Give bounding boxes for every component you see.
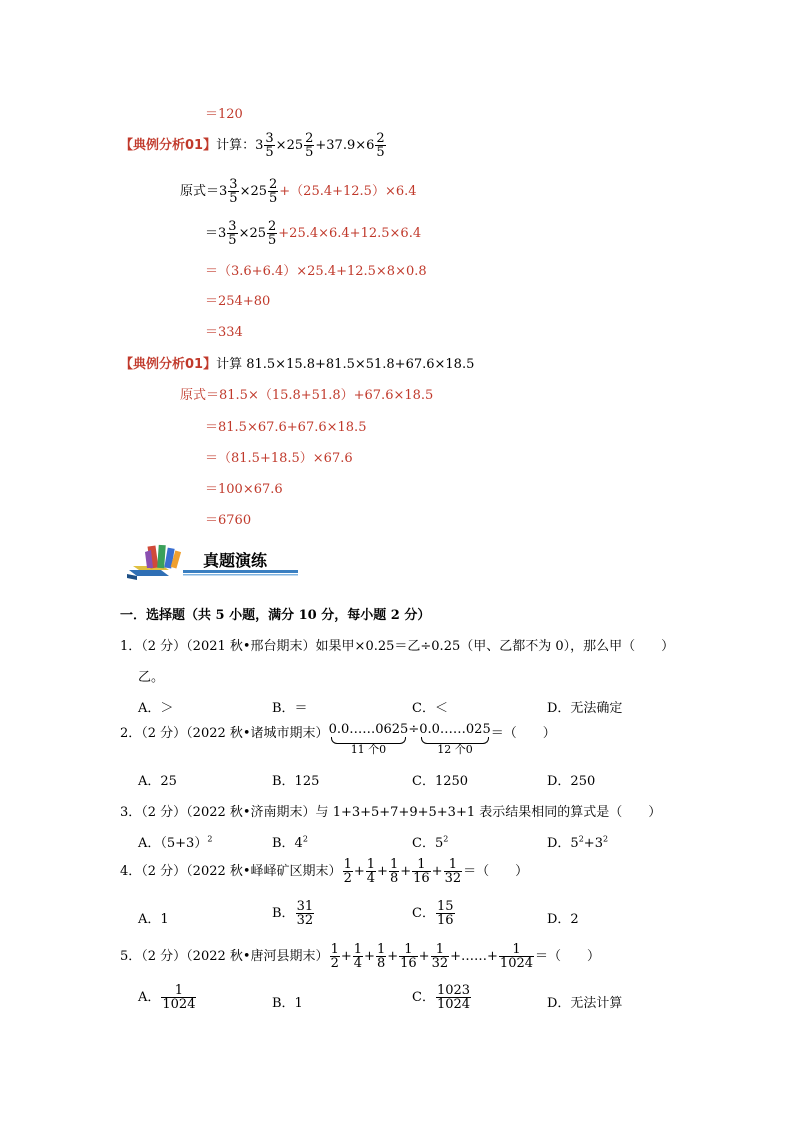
question-5-stem: 5．（2 分）（2022 秋•唐河县期末） $\frac{1}{2}$ + $\frac{1}{4}$ + $\frac{1}{8}$ + $\frac{1}{16}$ + $\frac{1}{32}$ +……+ $\frac{1}{1024}$ ＝（ ） <box>120 942 601 971</box>
example-2-step-1: 原式＝81.5×（15.8+51.8）+67.6×18.5 <box>180 388 434 403</box>
question-2-option-a[interactable]: A．25 <box>138 774 177 789</box>
exponent: 2 <box>207 834 213 844</box>
question-1-stem-cont: 乙。 <box>138 670 165 685</box>
underbrace: 0.0……025 12 个0 <box>419 722 491 756</box>
question-4-option-c[interactable]: C． $\frac{15}{16}$ <box>412 899 454 928</box>
section-banner-title: 真题演练 <box>203 551 268 570</box>
question-2-option-b[interactable]: B．125 <box>272 774 320 789</box>
example-2-step-4: ＝100×67.6 <box>205 482 283 497</box>
expr-part: ×25 <box>275 138 304 153</box>
prev-result: ＝120 <box>205 107 243 122</box>
expr-part: +37.9×6 <box>315 138 375 153</box>
fraction: $\frac{2}{5}$ <box>268 219 277 248</box>
fraction: $\frac{1}{4}$ <box>366 857 376 886</box>
exponent: 2 <box>443 834 449 844</box>
question-1-stem: 1．（2 分）（2021 秋•邢台期末）如果甲×0.25＝乙÷0.25（甲、乙都不为 0），那么甲（ ） <box>120 639 675 654</box>
example-1-question <box>120 132 387 159</box>
divide-sign: ÷ <box>408 722 420 737</box>
example-2-step-3: ＝（81.5+18.5）×67.6 <box>205 451 353 466</box>
exponent: 2 <box>602 834 609 844</box>
fraction: $\frac{1}{1024}$ <box>499 942 534 971</box>
example-1-step-1 <box>180 178 417 205</box>
question-3-option-d[interactable]: D．$5^2+3^2$ <box>547 834 609 851</box>
expr-part: ×25 <box>239 184 267 199</box>
fraction: $\frac{1}{8}$ <box>376 942 386 971</box>
question-5-option-a[interactable]: A． $\frac{1}{1024}$ <box>138 983 196 1012</box>
question-2-option-d[interactable]: D．250 <box>547 774 596 789</box>
fraction: $\frac{1}{4}$ <box>353 942 363 971</box>
fraction: $\frac{1}{16}$ <box>413 857 430 886</box>
example-1-step-2 <box>205 220 421 247</box>
question-4-option-a[interactable]: A．1 <box>138 912 169 927</box>
question-3-option-b[interactable]: B．$4^2$ <box>272 834 308 851</box>
step-lead: 原式＝3 <box>180 184 228 199</box>
fraction: $\frac{1}{2}$ <box>343 857 352 886</box>
fraction: $\frac{1}{32}$ <box>431 942 449 971</box>
question-lead: 5．（2 分）（2022 秋•唐河县期末） <box>120 949 329 964</box>
mixed-whole: 3 <box>255 138 264 153</box>
question-1-option-b[interactable]: B．＝ <box>272 701 308 716</box>
fraction: $\frac{1023}{1024}$ <box>436 983 471 1012</box>
question-1-option-d[interactable]: D．无法确定 <box>547 701 623 716</box>
question-tail: ＝（ ） <box>535 949 601 964</box>
fraction: $\frac{1}{32}$ <box>444 857 462 886</box>
example-prompt: 计算 81.5×15.8+81.5×51.8+67.6×18.5 <box>216 357 475 372</box>
fraction: $\frac{3}{5}$ <box>228 219 237 248</box>
fraction: $\frac{15}{16}$ <box>436 899 454 928</box>
fraction: $\frac{1}{8}$ <box>389 857 399 886</box>
fraction: $\frac{1}{2}$ <box>330 942 339 971</box>
fraction: $\frac{1}{16}$ <box>400 942 417 971</box>
step-tail: +25.4×6.4+12.5×6.4 <box>278 226 422 241</box>
question-tail: ＝（ ） <box>490 726 556 741</box>
question-5-option-b[interactable]: B．1 <box>272 996 303 1011</box>
example-2-step-2: ＝81.5×67.6+67.6×18.5 <box>205 420 367 435</box>
question-lead: 2．（2 分）（2022 秋•诸城市期末） <box>120 726 329 741</box>
example-tag: 【典例分析01】 <box>120 357 217 372</box>
fraction: $\frac{3}{5}$ <box>229 177 238 206</box>
question-4-option-d[interactable]: D．2 <box>547 912 579 927</box>
example-1-step-3: ＝（3.6+6.4）×25.4+12.5×8×0.8 <box>205 264 427 279</box>
question-1-option-a[interactable]: A．＞ <box>138 701 174 716</box>
exponent: 2 <box>578 834 584 844</box>
section-heading: 一．选择题（共 5 小题，满分 10 分，每小题 2 分） <box>120 608 431 623</box>
question-4-stem: 4．（2 分）（2022 秋•峄峄矿区期末） $\frac{1}{2}$ + $\frac{1}{4}$ + $\frac{1}{8}$ + $\frac{1}{16}$ + $\frac{1}{32}$ ＝（ ） <box>120 857 529 886</box>
example-2-question <box>120 353 474 372</box>
question-3-stem: 3．（2 分）（2022 秋•济南期末）与 1+3+5+7+9+5+3+1 表示结果相同的算式是（ ） <box>120 805 662 820</box>
section-banner <box>125 540 300 580</box>
fraction: $\frac{1}{1024}$ <box>162 983 196 1012</box>
ellipsis: +……+ <box>450 949 498 964</box>
step-tail: +（25.4+12.5）×6.4 <box>279 184 417 199</box>
question-1-option-c[interactable]: C．＜ <box>412 701 448 716</box>
example-1-step-5: ＝334 <box>205 325 243 340</box>
question-3-option-c[interactable]: C．$5^2$ <box>412 834 449 851</box>
question-3-option-a[interactable]: A．$(5+3)^2$ <box>138 834 213 851</box>
underbrace: 0.0……0625 11 个0 <box>328 722 409 756</box>
fraction: $\frac{2}{5}$ <box>305 131 314 160</box>
example-1-step-4: ＝254+80 <box>205 294 271 309</box>
exponent: 2 <box>302 834 308 844</box>
expr-part: ×25 <box>238 226 266 241</box>
question-4-option-b[interactable]: B． $\frac{31}{32}$ <box>272 899 314 928</box>
question-2-stem <box>120 722 556 756</box>
fraction: $\frac{3}{5}$ <box>265 131 274 160</box>
question-tail: ＝（ ） <box>463 864 529 879</box>
question-5-option-c[interactable]: C． $\frac{1023}{1024}$ <box>412 983 471 1012</box>
question-2-option-c[interactable]: C．1250 <box>412 774 469 789</box>
example-2-step-5: ＝6760 <box>205 513 252 528</box>
question-lead: 4．（2 分）（2022 秋•峄峄矿区期末） <box>120 864 342 879</box>
step-lead: ＝3 <box>205 226 227 241</box>
fraction: $\frac{2}{5}$ <box>376 131 385 160</box>
question-5-option-d[interactable]: D．无法计算 <box>547 996 623 1011</box>
example-prompt: 计算： <box>216 138 256 153</box>
example-tag: 【典例分析01】 <box>120 138 217 153</box>
fraction: $\frac{31}{32}$ <box>296 899 314 928</box>
fraction: $\frac{2}{5}$ <box>269 177 278 206</box>
